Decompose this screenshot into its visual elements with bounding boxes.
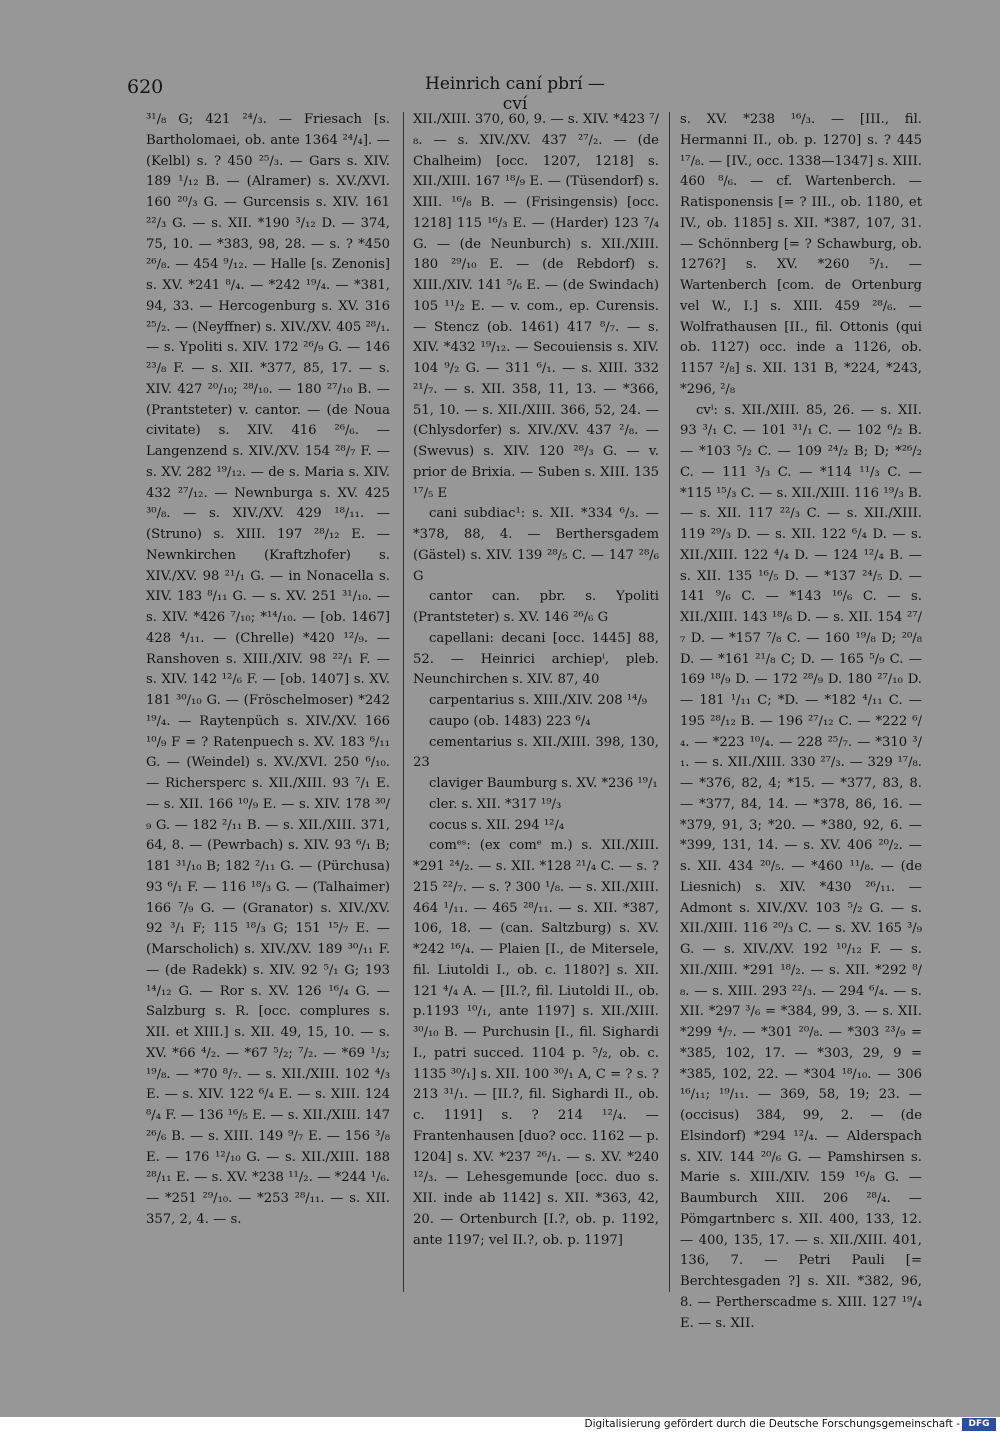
entry-cler: cler. s. XII. *317 ¹⁹/₃ <box>429 796 562 812</box>
column-divider <box>403 112 404 1292</box>
entry-carpentarius: carpentarius s. XIII./XIV. 208 ¹⁴/₉ <box>429 693 648 708</box>
footer-bar <box>0 1417 1000 1432</box>
entry-cocus: cocus s. XII. 294 ¹²/₄ <box>429 817 565 833</box>
entry-claviger: claviger Baumburg s. XV. *236 ¹⁹/₁ <box>429 776 658 791</box>
column-divider <box>669 112 670 1292</box>
running-head: Heinrich caní pbrí — cví <box>425 74 605 114</box>
entry-capellani: capellani: decani [occ. 1445] 88, 52. — Heinrici archiepⁱ, pleb. Neunchirchen s. XIV. 87, 40 <box>413 630 659 688</box>
entry-cani-subdiac: cani subdiac¹: s. XII. *334 ⁶/₃. — *378, 88, 4. — Berthersgadem (Gästel) s. XIV. 139 ²⁸/₅ C. — 147 ²⁸/₆ G <box>413 506 659 584</box>
entry-comes: comᵉˢ: (ex comᵉ m.) s. XII./XIII. *291 ²⁴/₂. — s. XII. *128 ²¹/₄ C. — s. ? 215 ²²/₇. — s. ? 300 ¹/₈. — s. XII./XIII. 464 ¹/₁₁. — 465 ²⁸/₁₁. — s. XII. *387, 106, 18. — (can. Saltzburg) s. XV. *242 ¹⁶/₄. — Plaien [I., de Mitersele, fil. Liutoldi I., ob. c. 1180?] s. XII. 121 ⁴/₄ A. — [II.?, fil. Liutoldi II., ob. p.1193 ¹⁰/₁, ante 1197] s. XII./XIII. ³⁰/₁₀ B. — Purchusin [I., fil. Sighardi I., patri succed. 1104 p. ⁵/₂, ob. c. 1135 ³⁰/₁] s. XII. 100 ³⁰/₁ A, C = ? s. ? 213 ³¹/₁. — [II.?, fil. Sighardi II., ob. c. 1191] s. ? 214 ¹²/₄. — Frantenhausen [duo? occ. 1162 — p. 1204] s. XV. *237 ²⁶/₁. — s. XV. *240 ¹²/₃. — Lehesgemunde [occ. duo s. XII. inde ab 1142] s. XII. *363, 42, 20. — Ortenburch [I.?, ob. p. 1192, ante 1197; vel II.?, ob. p. 1197] <box>413 838 659 1248</box>
entry-cvi: cvⁱ: s. XII./XIII. 85, 26. — s. XII. 93 ³/₁ C. — 101 ³¹/₁ C. — 102 ⁶/₂ B. — *103 ⁵/₂ C. — 109 ²⁴/₂ B; D; *²⁶/₂ C. — 111 ³/₃ C. — *114 ¹¹/₃ C. — *115 ¹⁵/₃ C. — s. XII./XIII. 116 ¹⁹/₃ B. — s. XII. 117 ²²/₃ C. — s. XII./XIII. 119 ²⁹/₃ D. — s. XII. 122 ⁶/₄ D. — s. XII./XIII. 122 ⁴/₄ D. — 124 ¹²/₄ B. — s. XII. 135 ¹⁶/₅ D. — *137 ²⁴/₅ D. — 141 ⁹/₆ C. — *143 ¹⁶/₆ C. — s. XII./XIII. 143 ¹⁸/₆ D. — s. XII. 154 ²⁷/₇ D. — *157 ⁷/₈ C. — 160 ¹⁹/₈ D; ²⁰/₈ D. — *161 ²¹/₈ C; D. — 165 ⁵/₉ C. — 169 ¹⁸/₉ D. — 172 ²⁸/₉ D. 180 ²⁷/₁₀ D. — 181 ¹/₁₁ C; *D. — *182 ⁴/₁₁ C. — 195 ²⁸/₁₂ B. — 196 ²⁷/₁₂ C. — *222 ⁶/₄. — *223 ¹⁰/₄. — 228 ²⁵/₇. — *310 ³/₁. — s. XII./XIII. 330 ²⁷/₃. — 329 ¹⁷/₈. — *376, 82, 4; *15. — *377, 83, 8. — *377, 84, 14. — *378, 86, 16. — *379, 91, 3; *20. — *380, 92, 6. — *399, 131, 14. — s. XV. 406 ²⁰/₂. — s. XII. 434 ²⁰/₅. — *460 ¹¹/₈. — (de Liesnich) s. XIV. *430 ²⁶/₁₁. — Admont s. XIV./XV. 103 ⁵/₂ G. — s. XII./XIII. 116 ²⁰/₃ C. — s. XV. 165 ³/₉ G. — s. XIV./XV. 192 ¹⁰/₁₂ F. — s. XII./XIII. *291 ¹⁸/₂. — s. XII. *292 ⁸/₈. — s. XIII. 293 ²²/₃. — 294 ⁶/₄. — s. XII. *297 ³/₆ = *384, 99, 3. — s. XII. *299 ⁴/₇. — *301 ²⁰/₈. — *303 ²³/₉ = *385, 102, 17. — *303, 29, 9 = *385, 102, 22. — *304 ¹⁸/₁₀. — 306 ¹⁶/₁₁; ¹⁹/₁₁. — 369, 58, 19; 23. — (occisus) 384, 99, 2. — (de Elsindorf) *294 ¹²/₄. — Alderspach s. XIV. 144 ²⁰/₆ G. — Pamshirsen s. Marie s. XIII./XIV. 159 ¹⁶/₈ G. — Baumburch XIII. 206 ²⁸/₄. — Pömgartnberc s. XII. 400, 133, 12. — 400, 135, 17. — s. XII./XIII. 401, 136, 7. — Petri Pauli [= Berchtesgaden ?] s. XII. *382, 96, 8. — Pertherscadme s. XIII. 127 ¹⁹/₄ E. — s. XII. <box>680 402 922 1331</box>
column-2-paragraph: XII./XIII. 370, 60, 9. — s. XIV. *423 ⁷/₈. — s. XIV./XV. 437 ²⁷/₂. — (de Chalheim) [occ. 1207, 1218] s. XII./XIII. 167 ¹⁸/₉ E. — (Tüsendorf) s. XIII. ¹⁶/₈ B. — (Frisingensis) [occ. 1218] 115 ¹⁶/₃ E. — (Harder) 123 ⁷/₄ G. — (de Neunburch) s. XII./XIII. 180 ²⁹/₁₀ E. — (de Rebdorf) s. XIII./XIV. 141 ⁵/₆ E. — (de Swindach) 105 ¹¹/₂ E. — v. com., ep. Curensis. — Stencz (ob. 1461) 417 ⁸/₇. — s. XIV. *432 ¹⁹/₁₂. — Secouiensis s. XIV. 104 ⁹/₂ G. — 311 ⁶/₁. — s. XIII. 332 ²¹/₇. — s. XII. 358, 11, 13. — *366, 51, 10. — s. XII./XIII. 366, 52, 24. — (Chlysdorfer) s. XIV./XV. 437 ²/₈. — (Swevus) s. XIV. 120 ²⁸/₃ G. — v. prior de Brixia. — Suben s. XIII. 135 ¹⁷/₅ E <box>413 112 659 501</box>
text-column-3 <box>680 110 922 1331</box>
entry-caupo: caupo (ob. 1483) 223 ⁶/₄ <box>429 713 591 729</box>
funding-notice: Digitalisierung gefördert durch die Deutsche Forschungsgemeinschaft - <box>584 1418 960 1430</box>
dfg-logo: DFG <box>962 1418 996 1431</box>
entry-cantor: cantor can. pbr. s. Ypoliti (Prantsteter) s. XV. 146 ²⁶/₆ G <box>413 589 659 625</box>
column-3-paragraph: s. XV. *238 ¹⁶/₃. — [III., fil. Hermanni II., ob. p. 1270] s. ? 445 ¹⁷/₈. — [IV., occ. 1338—1347] s. XIII. 460 ⁸/₆. — cf. Wartenberch. — Ratisponensis [= ? III., ob. 1180, et IV., ob. 1185] s. XII. *387, 107, 31. — Schönnberg [= ? Schawburg, ob. 1276?] s. XV. *260 ⁵/₁. — Wartenberch [com. de Ortenburg vel W., I.] s. XIII. 459 ²⁸/₆. — Wolfrathausen [II., fil. Ottonis (qui ob. 1127) occ. inde a 1126, ob. 1157 ²/₈] s. XII. 131 B, *224, *243, *296, ²/₈ <box>680 112 922 397</box>
text-column-1 <box>146 110 390 1290</box>
entry-cementarius: cementarius s. XII./XIII. 398, 130, 23 <box>413 734 659 771</box>
text-column-2 <box>413 110 659 1290</box>
column-1-paragraph: ³¹/₈ G; 421 ²⁴/₃. — Friesach [s. Bartholomaei, ob. ante 1364 ²⁴/₄]. — (Kelbl) s. ? 450 ²⁵/₃. — Gars s. XIV. 189 ¹/₁₂ B. — (Alramer) s. XV./XVI. 160 ²⁰/₃ G. — Gurcensis s. XIV. 161 ²²/₃ G. — s. XII. *190 ³/₁₂ D. — 374, 75, 10. — *383, 98, 28. — s. ? *450 ²⁶/₈. — 454 ⁹/₁₂. — Halle [s. Zenonis] s. XV. *241 ⁸/₄. — *242 ¹⁹/₄. — *381, 94, 33. — Hercogenburg s. XV. 316 ²⁵/₂. — (Neyffner) s. XIV./XV. 405 ²⁸/₁. — s. Ypoliti s. XIV. 172 ²⁶/₉ G. — 146 ²³/₈ F. — s. XII. *377, 85, 17. — s. XIV. 427 ²⁰/₁₀; ²⁸/₁₀. — 180 ²⁷/₁₀ B. — (Prantsteter) v. cantor. — (de Noua civitate) s. XIV. 416 ²⁶/₆. — Langenzend s. XIV./XV. 154 ²⁸/₇ F. — s. XV. 282 ¹⁹/₁₂. — de s. Maria s. XIV. 432 ²⁷/₁₂. — Newnburga s. XV. 425 ³⁰/₈. — s. XIV./XV. 429 ¹⁸/₁₁. — (Struno) s. XIII. 197 ²⁸/₁₂ E. — Newnkirchen (Kraftzhofer) s. XIV./XV. 98 ²¹/₁ G. — in Nonacella s. XIV. 183 ⁸/₁₁ G. — s. XV. 251 ³¹/₁₀. — s. XIV. *426 ⁷/₁₀; *¹⁴/₁₀. — [ob. 1467] 428 ⁴/₁₁. — (Chrelle) *420 ¹²/₉. — Ranshoven s. XIII./XIV. 98 ²²/₁ F. — s. XIV. 142 ¹²/₆ F. — [ob. 1407] s. XV. 181 ³⁰/₁₀ G. — (Fröschelmoser) *242 ¹⁹/₄. — Raytenpüch s. XIV./XV. 166 ¹⁰/₉ F = ? Ratenpuech s. XV. 183 ⁶/₁₁ G. — (Weindel) s. XV./XVI. 250 ⁶/₁₀. — Richersperc s. XII./XIII. 93 ⁷/₁ E. — s. XII. 166 ¹⁰/₉ E. — s. XIV. 178 ³⁰/₉ G. — 182 ²/₁₁ B. — s. XII./XIII. 371, 64, 8. — (Pewrbach) s. XIV. 93 ⁶/₁ B; 181 ³¹/₁₀ B; 182 ²/₁₁ G. — (Pürchusa) 93 ⁶/₁ F. — 116 ¹⁸/₃ G. — (Talhaimer) 166 ⁷/₉ G. — (Granator) s. XIV./XV. 92 ³/₁ F; 115 ¹⁸/₃ G; 151 ¹⁵/₇ E. — (Marscholich) s. XIV./XV. 189 ³⁰/₁₁ F. — (de Radekk) s. XIV. 92 ⁵/₁ G; 193 ¹⁴/₁₂ G. — Ror s. XV. 126 ¹⁶/₄ G. — Salzburg s. R. [occ. complures s. XII. et XIII.] s. XII. 49, 15, 10. — s. XV. *66 ⁴/₂. — *67 ⁵/₂; ⁷/₂. — *69 ¹/₃; ¹⁹/₈. — *70 ⁸/₇. — s. XII./XIII. 102 ⁴/₃ E. — s. XIV. 122 ⁶/₄ E. — s. XIII. 124 ⁸/₄ F. — 136 ¹⁶/₅ E. — s. XII./XIII. 147 ²⁶/₆ B. — s. XIII. 149 ⁹/₇ E. — 156 ³/₈ E. — 176 ¹²/₁₀ G. — s. XII./XIII. 188 ²⁸/₁₁ E. — s. XV. *238 ¹¹/₂. — *244 ¹/₆. — *251 ²⁹/₁₀. — *253 ²⁸/₁₁. — s. XII. 357, 2, 4. — s. <box>146 112 390 1227</box>
page-number: 620 <box>127 76 164 98</box>
